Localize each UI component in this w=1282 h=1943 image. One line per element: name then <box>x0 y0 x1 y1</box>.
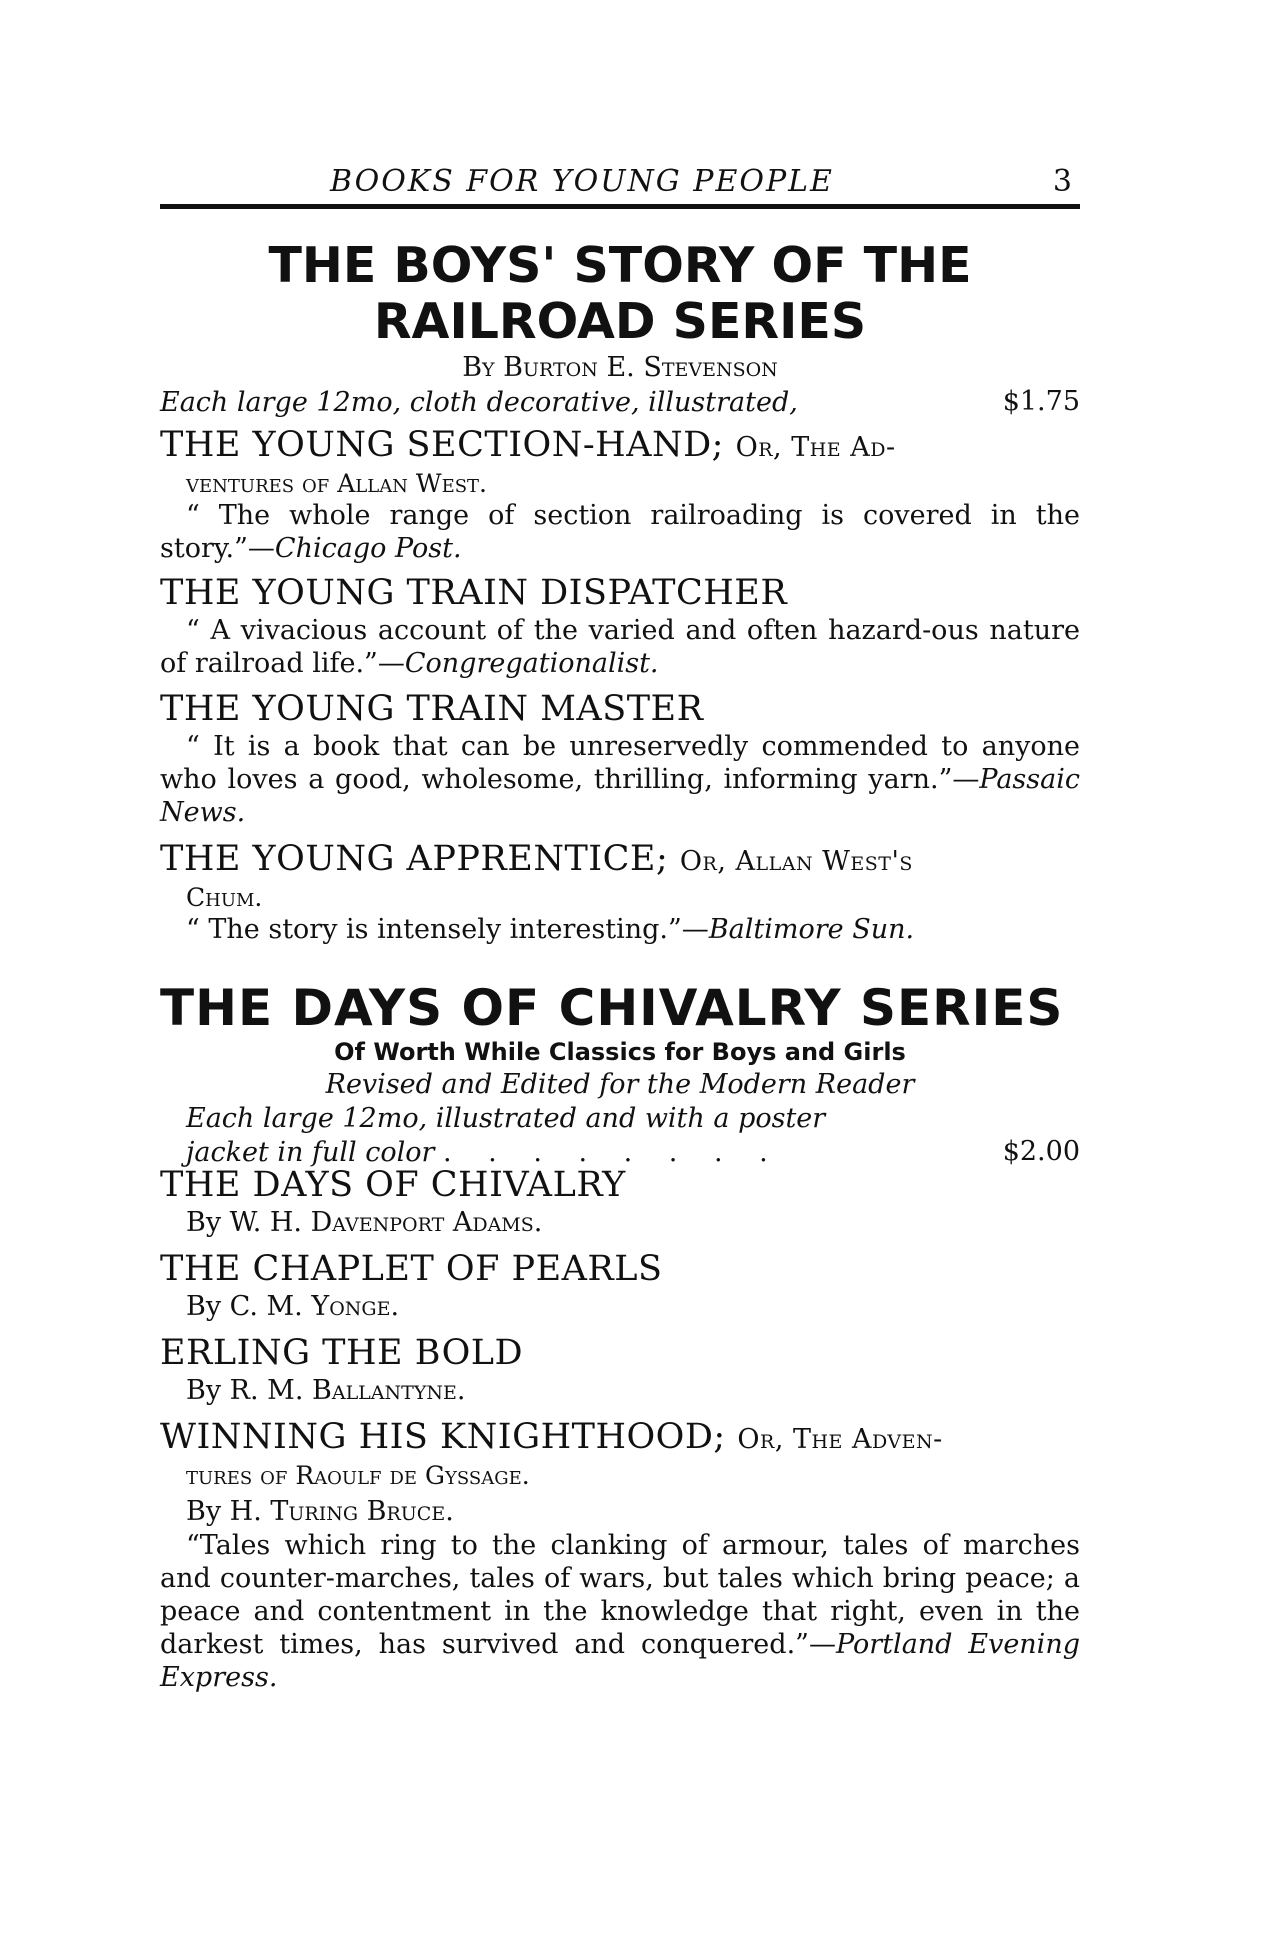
book-title <box>160 1416 1080 1461</box>
book-title-text: THE YOUNG SECTION-HAND; <box>160 425 724 465</box>
price: $2.00 <box>1002 1136 1080 1167</box>
series-byline <box>160 352 1080 383</box>
format-line1: Each large 12mo, illustrated and with a poster <box>186 1103 826 1134</box>
author-name: Ballantyne. <box>312 1375 466 1406</box>
subtitle-continuation: tures of Raoulf de Gyssage. <box>186 1461 530 1490</box>
running-head <box>160 164 1080 209</box>
subtitle-or: Or, Allan West's <box>679 846 913 877</box>
series-title: THE DAYS OF CHIVALRY SERIES <box>160 979 1064 1037</box>
subtitle-or: Or, The Ad- <box>735 432 896 463</box>
format-note: Each large 12mo, cloth decorative, illustrated, <box>160 387 798 418</box>
book-entry <box>160 1416 1080 1694</box>
subtitle-continuation: ventures of Allan West. <box>186 469 488 498</box>
review-quote <box>160 1529 1080 1694</box>
book-entry <box>160 424 1080 565</box>
review-quote <box>160 730 1080 829</box>
book-title <box>160 424 1080 469</box>
book-title: THE YOUNG TRAIN MASTER <box>160 689 704 729</box>
quote-text: “ It is a book that can be unreservedly commended to anyone who loves a good, wholesome, thrilling, informing yarn.”— <box>160 731 1080 795</box>
running-title: BOOKS FOR YOUNG PEOPLE <box>330 164 834 199</box>
quote-source: Passaic News. <box>160 764 1080 828</box>
book-title: THE CHAPLET OF PEARLS <box>160 1249 663 1289</box>
series-title-line2: RAILROAD SERIES <box>373 293 867 350</box>
book-title <box>160 838 1080 883</box>
subtitle-continuation: Chum. <box>186 883 263 912</box>
byline-prefix: By <box>462 352 495 383</box>
page-number: 3 <box>1052 164 1072 199</box>
author-prefix: By H. <box>186 1496 262 1527</box>
railroad-series-heading <box>160 238 1080 383</box>
quote-source: Portland Evening Express. <box>160 1629 1080 1693</box>
quote-text: “ The whole range of section railroading is covered in the story.”— <box>160 500 1080 564</box>
book-entry <box>160 1248 1080 1324</box>
book-title: THE YOUNG TRAIN DISPATCHER <box>160 573 788 613</box>
book-title: ERLING THE BOLD <box>160 1333 524 1373</box>
author-name: Turing Bruce. <box>270 1496 454 1527</box>
author-prefix: By W. H. <box>186 1207 303 1238</box>
price: $1.75 <box>1002 386 1080 417</box>
book-entry <box>160 838 1080 946</box>
dot-leaders: . . . . . . . . <box>442 1137 782 1168</box>
quote-text: “Tales which ring to the clanking of armour, tales of marches and counter-marches, tales of wars, but tales which bring peace; a peace and contentment in the knowledge that right, even in the darkest times, has survived and conquered.”— <box>160 1530 1080 1660</box>
book-author <box>160 1374 1080 1408</box>
book-entry <box>160 688 1080 829</box>
quote-text: “ A vivacious account of the varied and often hazard-ous nature of railroad life.”— <box>160 615 1080 679</box>
book-title: THE DAYS OF CHIVALRY <box>160 1165 626 1205</box>
quote-source: Baltimore Sun. <box>708 914 915 945</box>
byline-author: Burton E. Stevenson <box>503 352 778 383</box>
railroad-format-row <box>160 386 1080 420</box>
review-quote <box>160 913 1080 946</box>
series-subtitle: Of Worth While Classics for Boys and Girls <box>334 1038 906 1066</box>
book-title-text: THE YOUNG APPRENTICE; <box>160 839 669 879</box>
book-author <box>160 1206 1080 1240</box>
book-entry <box>160 1332 1080 1408</box>
subtitle-or: Or, The Adven- <box>737 1424 943 1455</box>
review-quote <box>160 614 1080 680</box>
book-entry <box>160 572 1080 680</box>
series-title-line1: THE BOYS' STORY OF THE <box>268 237 972 294</box>
quote-source: Congregationalist. <box>404 648 659 679</box>
book-author <box>160 1290 1080 1324</box>
book-author <box>160 1495 1080 1529</box>
author-name: Davenport Adams. <box>310 1207 543 1238</box>
quote-text: “ The story is intensely interesting.”— <box>186 914 709 945</box>
book-title-text: WINNING HIS KNIGHTHOOD; <box>160 1417 726 1457</box>
quote-source: Chicago Post. <box>274 533 462 564</box>
chivalry-series-heading <box>160 980 1080 1170</box>
author-prefix: By C. M. <box>186 1291 303 1322</box>
revised-note: Revised and Edited for the Modern Reader <box>325 1069 915 1100</box>
author-name: Yonge. <box>311 1291 400 1322</box>
book-entry <box>160 1164 1080 1240</box>
review-quote <box>160 499 1080 565</box>
author-prefix: By R. M. <box>186 1375 304 1406</box>
format-line2: jacket in full color <box>186 1137 435 1168</box>
